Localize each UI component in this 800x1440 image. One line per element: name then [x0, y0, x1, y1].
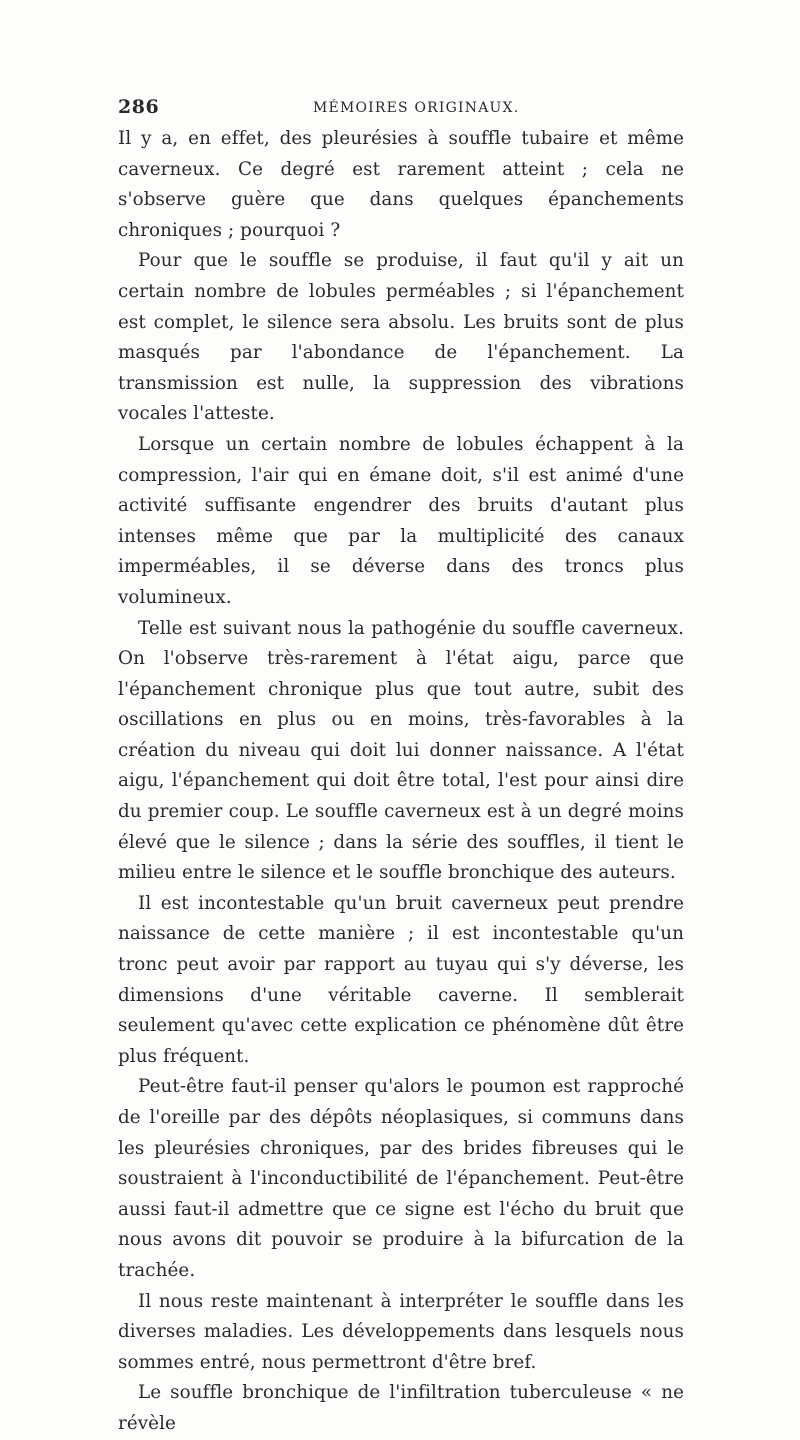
page-header — [118, 96, 684, 124]
running-head: MÉMOIRES ORIGINAUX. — [313, 100, 520, 116]
paragraph: Pour que le souffle se produise, il faut qu'il y ait un certain nombre de lobules perméables ; si l'épanchement est complet, le silence sera absolu. Les bruits sont de plus masqués par l'abondance de l'épanchement. La transmission est nulle, la suppression des vibrations vocales l'atteste. — [118, 250, 684, 425]
body-text — [118, 124, 684, 1440]
paragraph: Il y a, en effet, des pleurésies à souffle tubaire et même caverneux. Ce degré est rarement atteint ; cela ne s'observe guère que dans quelques épanchements chroniques ; pourquoi ? — [118, 128, 684, 241]
page-number: 286 — [118, 96, 160, 118]
book-page — [118, 96, 684, 1440]
paragraph: Peut-être faut-il penser qu'alors le poumon est rapproché de l'oreille par des dépôts néoplasiques, si communs dans les pleurésies chroniques, par des brides fibreuses qui le soustraient à l'inconductibilité de l'épanchement. Peut-être aussi faut-il admettre que ce signe est l'écho du bruit que nous avons dit pouvoir se produire à la bifurcation de la trachée. — [118, 1076, 684, 1281]
paragraph: Telle est suivant nous la pathogénie du souffle caverneux. On l'observe très-rarement à l'état aigu, parce que l'épanchement chronique plus que tout autre, subit des oscillations en plus ou en moins, très-favorables à la création du niveau qui doit lui donner naissance. A l'état aigu, l'épanchement qui doit être total, l'est pour ainsi dire du premier coup. Le souffle caverneux est à un degré moins élevé que le silence ; dans la série des souffles, il tient le milieu entre le silence et le souffle bronchique des auteurs. — [118, 617, 684, 884]
paragraph: Il est incontestable qu'un bruit caverneux peut prendre naissance de cette manière ; il est incontestable qu'un tronc peut avoir par rapport au tuyau qui s'y déverse, les dimensions d'une véritable caverne. Il semblerait seulement qu'avec cette explication ce phénomène dût être plus fréquent. — [118, 892, 684, 1067]
paragraph: Il nous reste maintenant à interpréter le souffle dans les diverses maladies. Les développements dans lesquels nous sommes entré, nous permettront d'être bref. — [118, 1290, 684, 1373]
paragraph: Le souffle bronchique de l'infiltration tuberculeuse « ne révèle — [118, 1382, 684, 1434]
paragraph: Lorsque un certain nombre de lobules échappent à la compression, l'air qui en émane doit, s'il est animé d'une activité suffisante engendrer des bruits d'autant plus intenses même que par la multiplicité des canaux imperméables, il se déverse dans des troncs plus volumineux. — [118, 433, 684, 608]
